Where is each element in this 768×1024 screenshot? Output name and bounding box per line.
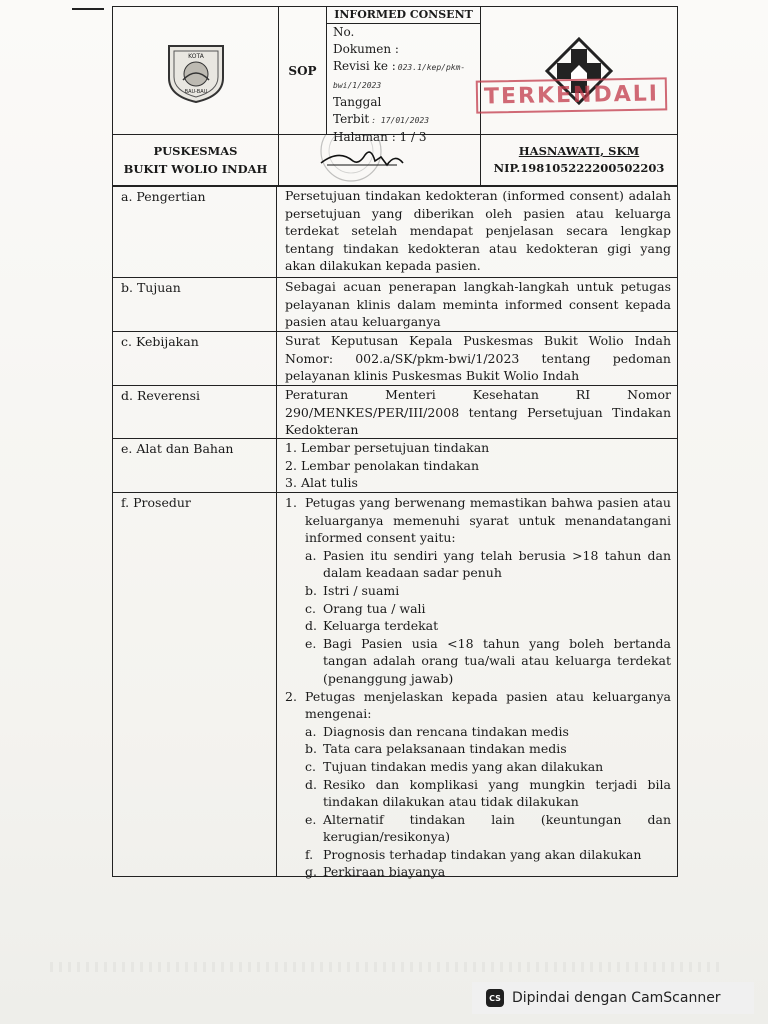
list-item: g. Perkiraan biayanya: [285, 863, 671, 881]
sop-header-table: [112, 6, 678, 186]
header-bottom-row: [113, 135, 677, 185]
list-item: 2. Lembar penolakan tindakan: [285, 457, 671, 475]
document-meta: [327, 7, 481, 144]
procedure-step: 1. Petugas yang berwenang memastikan bahwa pasien atau keluarganya memenuhi syarat untuk menandatangani informed consent yaitu:: [285, 495, 671, 546]
section-text: [277, 439, 677, 492]
step-1-item: Pasien itu sendiri yang telah berusia >18 tahun dan dalam keadaan sadar penuh: [323, 547, 671, 581]
org-line1: PUSKESMAS: [153, 144, 238, 158]
meta-tanggal: Tanggal: [333, 95, 382, 109]
list-item: a. Pasien itu sendiri yang telah berusia >18 tahun dan dalam keadaan sadar penuh: [305, 547, 671, 581]
organization-name: [113, 135, 279, 185]
list-item: d. Resiko dan komplikasi yang mungkin terjadi bila tindakan dilakukan atau tidak dilakukan: [305, 776, 671, 810]
logo-text: KOTA: [187, 52, 204, 60]
section-text: [277, 187, 677, 277]
section-text: [277, 386, 677, 438]
list-item: b. Istri / suami: [285, 582, 671, 600]
corner-mark: [72, 8, 104, 10]
section-alat-bahan: [113, 438, 677, 492]
list-item: e. Bagi Pasien usia <18 tahun yang boleh bertanda tangan adalah orang tua/wali atau keluarga terdekat (penanggung jawab): [305, 635, 671, 686]
step-2-item: Tata cara pelaksanaan tindakan medis: [323, 741, 567, 757]
head-nip: NIP.198105222200502203: [493, 161, 665, 175]
list-item: f. Prognosis terhadap tindakan yang akan dilakukan: [285, 846, 671, 864]
head-of-center: [481, 135, 677, 185]
terbit-label: Terbit: [333, 112, 370, 126]
alat-list: [285, 439, 671, 492]
scan-noise: [50, 962, 720, 972]
section-text: [277, 332, 677, 385]
section-prosedur: [113, 492, 677, 880]
step-2-item: Tujuan tindakan medis yang akan dilakukan: [323, 758, 604, 774]
logo-subtext: BAU-BAU: [184, 88, 207, 95]
section-label: f. Prosedur: [113, 493, 277, 876]
list-item: 3. Alat tulis: [285, 474, 671, 492]
section-label: d. Reverensi: [113, 386, 277, 438]
section-label: e. Alat dan Bahan: [113, 439, 277, 492]
procedure-step: 2. Petugas menjelaskan kepada pasien atau keluarganya mengenai:: [285, 688, 671, 722]
step-2-item: Perkiraan biayanya: [323, 864, 446, 880]
section-label: c. Kebijakan: [113, 332, 277, 385]
terbit-value: : 17/01/2023: [371, 116, 430, 125]
step-2-item: Prognosis terhadap tindakan yang akan dilakukan: [323, 846, 642, 862]
city-logo-icon: [161, 36, 231, 106]
camscanner-icon: CS: [486, 989, 504, 1007]
meta-terbit: [327, 111, 480, 129]
step-2-text: Petugas menjelaskan kepada pasien atau keluarganya mengenai:: [305, 688, 671, 722]
step-1-item: Istri / suami: [323, 582, 400, 598]
health-logo-cell: [481, 7, 677, 134]
signature-and-seal: [279, 135, 481, 185]
list-item: 1. Lembar persetujuan tindakan: [285, 439, 671, 457]
org-line2: BUKIT WOLIO INDAH: [123, 162, 268, 176]
kebijakan-text: Surat Keputusan Kepala Puskesmas Bukit Wolio Indah Nomor: 002.a/SK/pkm-bwi/1/2023 tentang pedoman pelayanan klinis Puskesmas Bukit Wolio Indah: [285, 333, 671, 384]
step-2-item: Alternatif tindakan lain (keuntungan dan kerugian/resikonya): [323, 811, 671, 845]
list-item: c. Tujuan tindakan medis yang akan dilakukan: [285, 758, 671, 776]
section-reverensi: [113, 385, 677, 438]
revisi-value: 023.1/kep/pkm-bwi/1/2023: [333, 63, 466, 90]
section-label: a. Pengertian: [113, 187, 277, 277]
list-item: c. Orang tua / wali: [285, 600, 671, 618]
step-2-item: Resiko dan komplikasi yang mungkin terjadi bila tindakan dilakukan atau tidak dilakukan: [323, 776, 671, 810]
signature-cell: [279, 135, 481, 185]
halaman-value: : 1 / 3: [391, 130, 427, 144]
section-text: [277, 278, 677, 331]
list-item: a. Diagnosis dan rencana tindakan medis: [285, 723, 671, 741]
sop-label: SOP: [279, 7, 327, 134]
alat-item-1: Lembar persetujuan tindakan: [301, 440, 490, 455]
list-item: e. Alternatif tindakan lain (keuntungan dan kerugian/resikonya): [305, 811, 671, 845]
step-1-item: Bagi Pasien usia <18 tahun yang boleh bertanda tangan adalah orang tua/wali atau keluarga terdekat (penanggung jawab): [323, 635, 671, 686]
meta-revisi: [327, 58, 480, 94]
prosedur-content: [277, 493, 677, 880]
halaman-label: Halaman: [333, 130, 388, 144]
list-item: b. Tata cara pelaksanaan tindakan medis: [285, 740, 671, 758]
section-pengertian: [113, 186, 677, 277]
section-kebijakan: [113, 331, 677, 385]
pengertian-text: Persetujuan tindakan kedokteran (informed consent) adalah persetujuan yang diberikan oleh pasien atau keluarga terdekat setelah mendapat penjelasan secara lengkap tentang tindakan kedokteran atau kedokteran gigi yang akan dilakukan kepada pasien.: [285, 188, 671, 274]
sop-body-table: [112, 186, 678, 880]
section-tujuan: [113, 277, 677, 331]
meta-no: No.: [333, 25, 355, 39]
revisi-label: Revisi ke :: [333, 59, 396, 73]
list-item: d. Keluarga terdekat: [285, 617, 671, 635]
alat-item-3: Alat tulis: [301, 475, 358, 491]
controlled-stamp: TERKENDALI: [476, 77, 668, 113]
step-1-item: Keluarga terdekat: [323, 618, 439, 634]
logo-cell: [113, 7, 279, 134]
header-top-row: [113, 7, 677, 144]
document-title: INFORMED CONSENT: [327, 7, 480, 24]
camscanner-watermark: [472, 982, 754, 1014]
tujuan-text: Sebagai acuan penerapan langkah-langkah untuk petugas pelayanan klinis dalam meminta informed consent kepada pasien atau keluarganya: [285, 279, 671, 330]
section-label: b. Tujuan: [113, 278, 277, 331]
step-2-item: Diagnosis dan rencana tindakan medis: [323, 723, 569, 739]
head-name: HASNAWATI, SKM: [518, 144, 640, 158]
step-1-item: Orang tua / wali: [323, 600, 426, 616]
step-1-text: Petugas yang berwenang memastikan bahwa pasien atau keluarganya memenuhi syarat untuk menandatangani informed consent yaitu:: [305, 495, 671, 546]
reverensi-text: Peraturan Menteri Kesehatan RI Nomor 290/MENKES/PER/III/2008 tentang Persetujuan Tindakan Kedokteran: [285, 387, 671, 438]
meta-dokumen: Dokumen :: [333, 42, 399, 56]
alat-item-2: Lembar penolakan tindakan: [301, 457, 480, 473]
camscanner-label: Dipindai dengan CamScanner: [512, 990, 721, 1006]
